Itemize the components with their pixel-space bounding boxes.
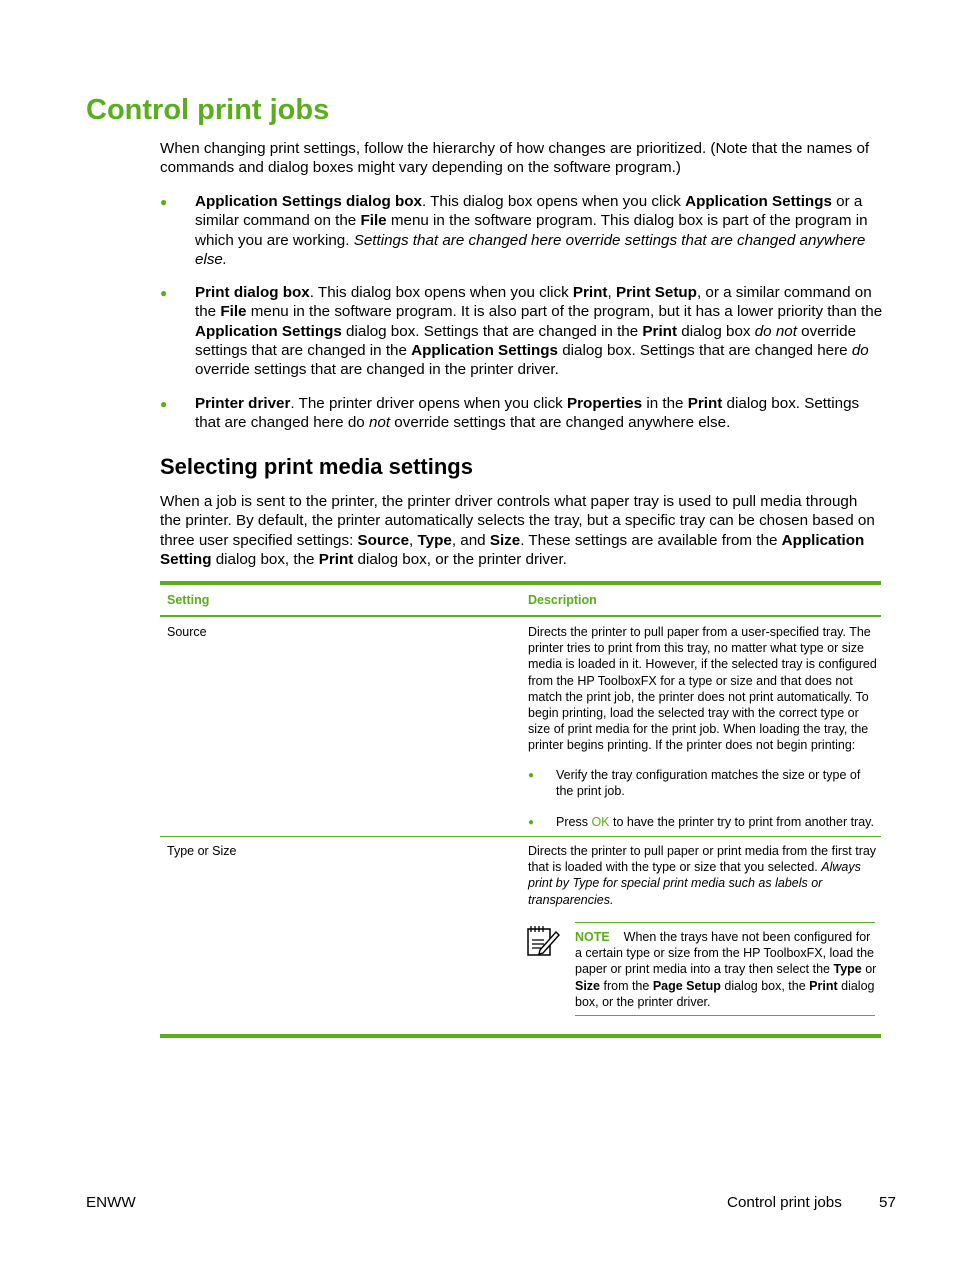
bullet-dot-icon: ● bbox=[528, 770, 535, 781]
footer-left-label: ENWW bbox=[86, 1194, 136, 1211]
section-intro-paragraph: When a job is sent to the printer, the printer driver controls what paper tray is used to pull media through the printer. By default, the printer automatically selects the tray, but a specific tray can be chosen based on three user specified settings: Source, Type, and Size. These settings are available from the Application Setting dialog box, the Print dialog box, or the printer driver. bbox=[160, 493, 875, 568]
table-cell-setting: Source bbox=[167, 625, 207, 639]
note-top-rule bbox=[575, 922, 875, 923]
sub-bullet-verify-tray: Verify the tray configuration matches the size or type of the print job. bbox=[556, 768, 861, 799]
note-label: NOTE bbox=[575, 930, 610, 944]
table-top-rule bbox=[160, 581, 881, 585]
table-row-divider bbox=[160, 836, 881, 837]
table-header-setting: Setting bbox=[167, 593, 210, 607]
footer-page-number: 57 bbox=[879, 1194, 896, 1211]
note-text: NOTE When the trays have not been configured for a certain type or size from the HP ToolboxFX, load the paper or print media into a tray then select the Type or Size from the Page Setup dialog box, the Print dialog box, or the printer driver. bbox=[575, 930, 877, 1009]
table-cell-description: Directs the printer to pull paper from a user-specified tray. The printer tries to print from this tray, no matter what type or size media is loaded in it. However, if the selected tray is configured from the HP ToolboxFX for a type or size and that does not match the print job, the printer does not print automatically. To begin printing, load the selected tray with the correct type or size of print media for the print job. When loading the tray, the printer begins printing. If the printer does not begin printing: bbox=[528, 625, 877, 753]
table-header-rule bbox=[160, 615, 881, 617]
bullet-dot-icon: ● bbox=[160, 195, 168, 209]
bullet-application-settings: Application Settings dialog box. This dialog box opens when you click Application Settings or a similar command on the File menu in the software program. This dialog box is part of the program in which you are working. Settings that are changed here override settings that are changed anywhere else. bbox=[195, 193, 868, 268]
bullet-dot-icon: ● bbox=[160, 286, 168, 300]
note-bottom-rule bbox=[575, 1015, 875, 1016]
bullet-printer-driver: Printer driver. The printer driver opens when you click Properties in the Print dialog box. Settings that are changed here do not override settings that are changed anywhere else. bbox=[195, 395, 860, 432]
note-pencil-icon bbox=[526, 924, 560, 958]
ok-button-label: OK bbox=[591, 815, 610, 829]
section-title: Selecting print media settings bbox=[160, 454, 473, 479]
table-header-description: Description bbox=[528, 593, 597, 607]
intro-paragraph: When changing print settings, follow the hierarchy of how changes are prioritized. (Note that the names of commands and dialog boxes might vary depending on the software program.) bbox=[160, 140, 870, 177]
table-cell-description: Directs the printer to pull paper or print media from the first tray that is loaded with the type or size that you selected. Always print by Type for special print media such as labels or transparencies. bbox=[528, 844, 877, 907]
bullet-dot-icon: ● bbox=[528, 817, 535, 828]
table-bottom-rule bbox=[160, 1034, 881, 1038]
page-title: Control print jobs bbox=[86, 94, 330, 126]
footer-section-title: Control print jobs bbox=[727, 1194, 842, 1211]
bullet-print-dialog: Print dialog box. This dialog box opens when you click Print, Print Setup, or a similar command on the File menu in the software program. It is also part of the program, but it has a lower priority than the Application Settings dialog box. Settings that are changed in the Print dialog box do not override settings that are changed in the Application Settings dialog box. Settings that are changed here do override settings that are changed in the printer driver. bbox=[195, 284, 883, 379]
bullet-dot-icon: ● bbox=[160, 397, 168, 411]
table-cell-setting: Type or Size bbox=[167, 844, 237, 858]
sub-bullet-press-ok: Press OK to have the printer try to print from another tray. bbox=[556, 815, 874, 829]
